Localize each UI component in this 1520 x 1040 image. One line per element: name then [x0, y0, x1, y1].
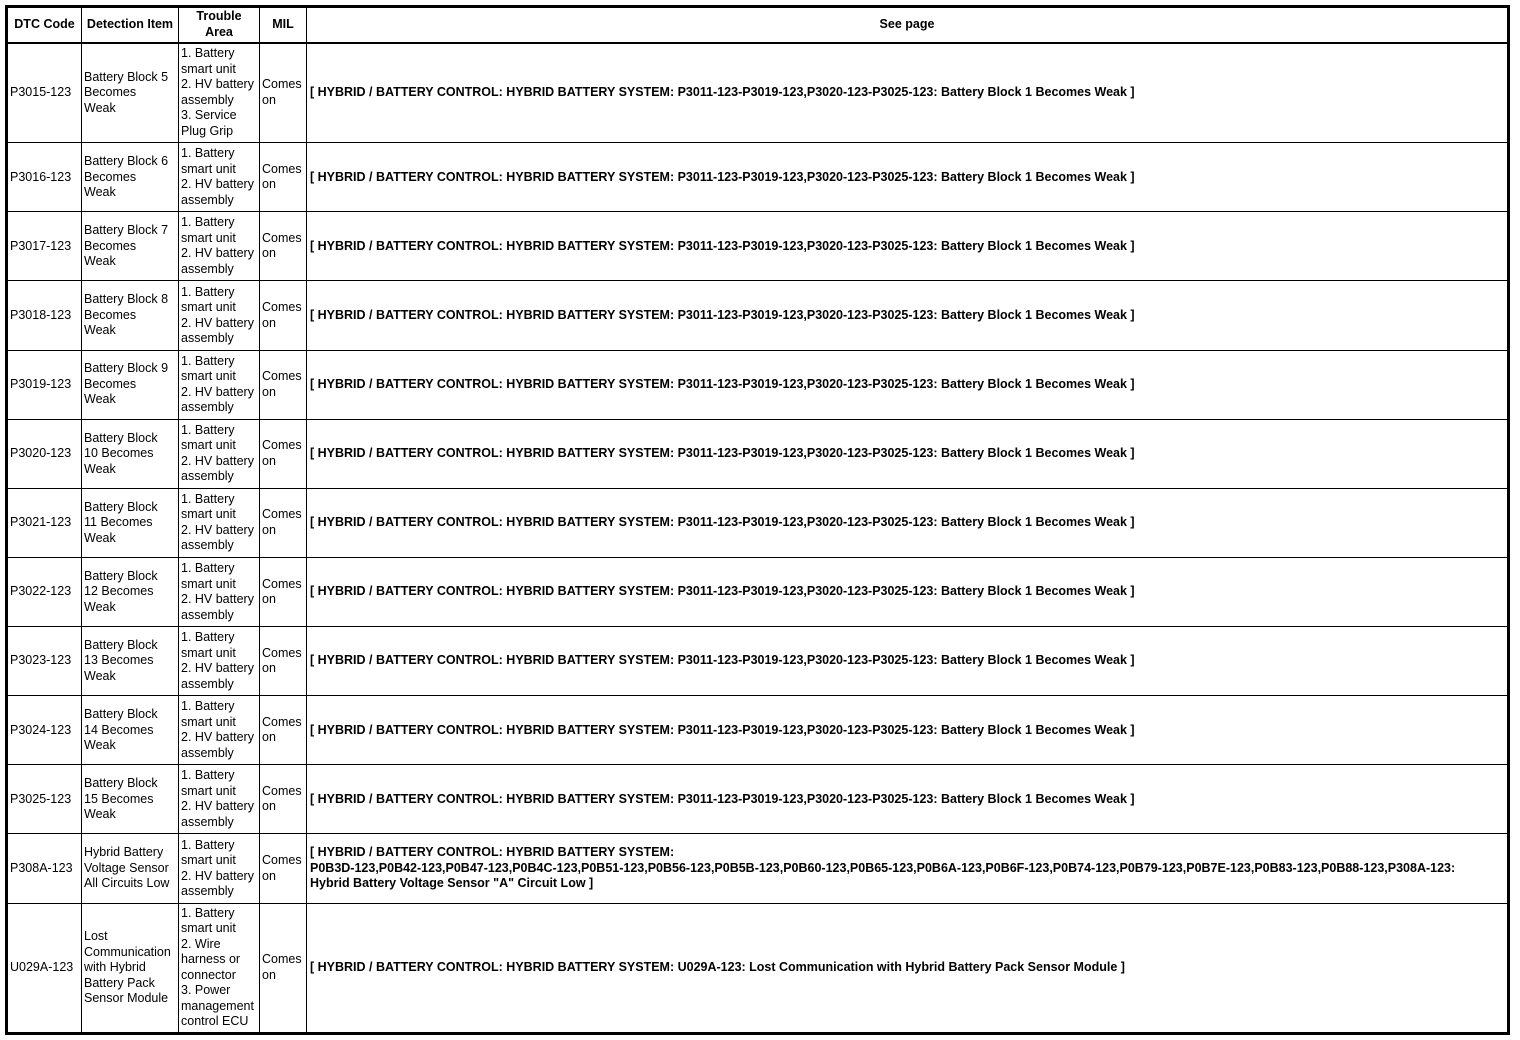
detection-item-line: 11 Becomes: [84, 515, 153, 530]
detection-item-cell: [82, 696, 179, 765]
see-page-link: [ HYBRID / BATTERY CONTROL: HYBRID BATTERY SYSTEM: P3011-123-P3019-123,P3020-123-P3025-123: Battery Block 1 Becomes Weak ]: [310, 238, 1135, 253]
table-row: [7, 557, 1509, 626]
table-row: [7, 281, 1509, 350]
detection-item-cell: [82, 765, 179, 834]
mil-line: on: [262, 730, 276, 745]
mil-line: on: [262, 967, 276, 982]
see-page-link: Hybrid Battery Voltage Sensor "A" Circuit Low ]: [310, 876, 594, 891]
detection-item-line: 14 Becomes: [84, 722, 154, 737]
mil-cell: [260, 488, 307, 557]
trouble-area-line: smart unit: [181, 714, 236, 729]
mil-cell: [260, 212, 307, 281]
trouble-area-cell: [179, 903, 260, 1033]
see-page-link: [ HYBRID / BATTERY CONTROL: HYBRID BATTERY SYSTEM: P3011-123-P3019-123,P3020-123-P3025-123: Battery Block 1 Becomes Weak ]: [310, 653, 1135, 668]
mil-cell: [260, 143, 307, 212]
trouble-area-line: 1. Battery: [181, 215, 235, 230]
see-page-cell: [307, 43, 1509, 143]
mil-line: Comes: [262, 714, 302, 729]
trouble-area-line: smart unit: [181, 369, 236, 384]
header-detection-item: Detection Item: [82, 7, 179, 43]
trouble-area-line: management: [181, 998, 254, 1013]
see-page-cell: [307, 627, 1509, 696]
see-page-link: [ HYBRID / BATTERY CONTROL: HYBRID BATTERY SYSTEM: U029A-123: Lost Communication with Hybrid Battery Pack Sensor Module ]: [310, 960, 1125, 975]
trouble-area-line: smart unit: [181, 783, 236, 798]
table-header: [7, 7, 1509, 43]
mil-line: Comes: [262, 300, 302, 314]
trouble-area-line: smart unit: [181, 230, 236, 245]
mil-line: Comes: [262, 230, 302, 245]
detection-item-line: Becomes: [84, 238, 137, 253]
trouble-area-line: 1. Battery: [181, 561, 235, 575]
trouble-area-line: 2. HV battery: [181, 730, 254, 745]
detection-item-line: Becomes: [84, 307, 137, 322]
mil-cell: [260, 834, 307, 903]
see-page-cell: [307, 419, 1509, 488]
detection-item-line: Sensor Module: [84, 991, 169, 1006]
trouble-area-line: assembly: [181, 331, 234, 345]
detection-item-line: Battery Block 8: [84, 292, 169, 307]
see-page-link: [ HYBRID / BATTERY CONTROL: HYBRID BATTERY SYSTEM: P3011-123-P3019-123,P3020-123-P3025-123: Battery Block 1 Becomes Weak ]: [310, 307, 1135, 322]
mil-line: Comes: [262, 853, 302, 867]
dtc-code-cell: P3020-123: [7, 419, 82, 488]
trouble-area-line: 2. Wire: [181, 936, 221, 951]
trouble-area-line: assembly: [181, 538, 234, 553]
trouble-area-line: smart unit: [181, 61, 236, 76]
trouble-area-line: assembly: [181, 607, 234, 622]
see-page-link: [ HYBRID / BATTERY CONTROL: HYBRID BATTERY SYSTEM: P3011-123-P3019-123,P3020-123-P3025-123: Battery Block 1 Becomes Weak ]: [310, 169, 1135, 184]
see-page-cell: [307, 834, 1509, 903]
table-row: [7, 419, 1509, 488]
detection-item-line: Weak: [84, 738, 116, 752]
detection-item-cell: [82, 419, 179, 488]
dtc-code-cell: P308A-123: [7, 834, 82, 903]
detection-item-line: Becomes: [84, 169, 137, 184]
see-page-cell: [307, 903, 1509, 1033]
trouble-area-line: 2. HV battery: [181, 315, 254, 330]
trouble-area-line: 1. Battery: [181, 837, 235, 852]
dtc-code-cell: P3016-123: [7, 143, 82, 212]
mil-line: on: [262, 661, 276, 676]
trouble-area-cell: [179, 696, 260, 765]
mil-line: on: [262, 592, 276, 606]
trouble-area-line: Plug Grip: [181, 123, 234, 138]
mil-cell: [260, 350, 307, 419]
detection-item-line: Battery Block: [84, 637, 158, 652]
trouble-area-cell: [179, 834, 260, 903]
see-page-link: [ HYBRID / BATTERY CONTROL: HYBRID BATTERY SYSTEM: P3011-123-P3019-123,P3020-123-P3025-123: Battery Block 1 Becomes Weak ]: [310, 722, 1135, 737]
table-row: [7, 834, 1509, 903]
mil-line: on: [262, 868, 276, 883]
trouble-area-line: 3. Power: [181, 983, 231, 998]
see-page-link: [ HYBRID / BATTERY CONTROL: HYBRID BATTERY SYSTEM: P3011-123-P3019-123,P3020-123-P3025-123: Battery Block 1 Becomes Weak ]: [310, 446, 1135, 460]
see-page-cell: [307, 143, 1509, 212]
header-trouble-area-line: Trouble: [196, 9, 242, 24]
trouble-area-line: assembly: [181, 261, 234, 276]
trouble-area-line: control ECU: [181, 1014, 249, 1029]
trouble-area-line: 1. Battery: [181, 768, 235, 783]
trouble-area-cell: [179, 765, 260, 834]
mil-line: Comes: [262, 77, 302, 92]
detection-item-line: Hybrid Battery: [84, 845, 164, 860]
detection-item-line: Weak: [84, 100, 116, 115]
detection-item-line: Becomes: [84, 376, 137, 391]
mil-line: on: [262, 453, 276, 468]
trouble-area-line: assembly: [181, 884, 234, 898]
detection-item-line: Weak: [84, 254, 116, 269]
mil-line: on: [262, 92, 276, 107]
trouble-area-line: assembly: [181, 745, 234, 760]
dtc-code-cell: U029A-123: [7, 903, 82, 1033]
mil-line: on: [262, 522, 276, 537]
detection-item-line: Becomes: [84, 85, 137, 100]
detection-item-line: Weak: [84, 323, 116, 338]
see-page-cell: [307, 281, 1509, 350]
mil-line: Comes: [262, 161, 302, 176]
see-page-cell: [307, 696, 1509, 765]
detection-item-line: Battery Block: [84, 707, 158, 721]
detection-item-line: Battery Block: [84, 776, 158, 791]
dtc-table: [5, 5, 1510, 1035]
detection-item-cell: [82, 43, 179, 143]
trouble-area-line: 1. Battery: [181, 630, 235, 645]
trouble-area-line: 3. Service: [181, 108, 237, 123]
trouble-area-line: 1. Battery: [181, 905, 235, 920]
trouble-area-line: 1. Battery: [181, 491, 235, 506]
trouble-area-line: assembly: [181, 192, 234, 207]
header-dtc-code: DTC Code: [7, 7, 82, 43]
mil-line: on: [262, 384, 276, 399]
detection-item-line: Voltage Sensor: [84, 860, 169, 875]
trouble-area-line: smart unit: [181, 645, 236, 660]
trouble-area-cell: [179, 627, 260, 696]
trouble-area-line: 2. HV battery: [181, 522, 254, 537]
table-row: [7, 143, 1509, 212]
see-page-link: P0B3D-123,P0B42-123,P0B47-123,P0B4C-123,P0B51-123,P0B56-123,P0B5B-123,P0B60-123,P0B65-123,P0B6A-123,P0B6F-123,P0B74-123,P0B79-123,P0B7E-123,P0B83-123,P0B88-123,P308A-123:: [310, 860, 1456, 875]
header-row: [7, 7, 1509, 43]
detection-item-cell: [82, 627, 179, 696]
see-page-cell: [307, 212, 1509, 281]
trouble-area-line: smart unit: [181, 161, 236, 176]
detection-item-cell: [82, 903, 179, 1033]
trouble-area-cell: [179, 281, 260, 350]
see-page-link: [ HYBRID / BATTERY CONTROL: HYBRID BATTERY SYSTEM: P3011-123-P3019-123,P3020-123-P3025-123: Battery Block 1 Becomes Weak ]: [310, 515, 1135, 530]
detection-item-line: Battery Block 6: [84, 154, 169, 168]
trouble-area-cell: [179, 557, 260, 626]
detection-item-cell: [82, 212, 179, 281]
detection-item-line: 13 Becomes: [84, 653, 154, 668]
mil-line: Comes: [262, 576, 302, 591]
detection-item-line: 15 Becomes: [84, 791, 154, 806]
trouble-area-line: assembly: [181, 814, 234, 829]
trouble-area-line: 2. HV battery: [181, 246, 254, 261]
see-page-cell: [307, 350, 1509, 419]
dtc-code-cell: P3018-123: [7, 281, 82, 350]
trouble-area-line: 1. Battery: [181, 146, 235, 161]
dtc-code-cell: P3023-123: [7, 627, 82, 696]
trouble-area-line: assembly: [181, 676, 234, 691]
detection-item-cell: [82, 143, 179, 212]
dtc-code-cell: P3022-123: [7, 557, 82, 626]
trouble-area-line: smart unit: [181, 576, 236, 591]
detection-item-line: Weak: [84, 599, 116, 614]
detection-item-cell: [82, 488, 179, 557]
detection-item-line: Weak: [84, 530, 116, 545]
mil-cell: [260, 43, 307, 143]
trouble-area-line: smart unit: [181, 438, 236, 453]
detection-item-line: Battery Pack: [84, 975, 155, 990]
see-page-cell: [307, 488, 1509, 557]
trouble-area-cell: [179, 488, 260, 557]
header-see-page: See page: [307, 7, 1509, 43]
header-mil: MIL: [260, 7, 307, 43]
detection-item-line: Lost: [84, 929, 108, 944]
header-trouble-area-line: Area: [205, 24, 233, 39]
detection-item-cell: [82, 834, 179, 903]
mil-cell: [260, 281, 307, 350]
detection-item-line: Battery Block 5: [84, 69, 169, 84]
dtc-code-cell: P3017-123: [7, 212, 82, 281]
header-trouble-area: [179, 7, 260, 43]
trouble-area-line: 1. Battery: [181, 353, 235, 368]
dtc-code-cell: P3015-123: [7, 43, 82, 143]
trouble-area-line: 1. Battery: [181, 699, 235, 714]
detection-item-line: All Circuits Low: [84, 876, 170, 891]
trouble-area-cell: [179, 350, 260, 419]
detection-item-cell: [82, 281, 179, 350]
table-row: [7, 627, 1509, 696]
see-page-cell: [307, 765, 1509, 834]
mil-line: on: [262, 246, 276, 261]
trouble-area-cell: [179, 212, 260, 281]
mil-line: Comes: [262, 645, 302, 660]
table-row: [7, 903, 1509, 1033]
trouble-area-line: assembly: [181, 400, 234, 415]
trouble-area-line: smart unit: [181, 853, 236, 867]
see-page-link: [ HYBRID / BATTERY CONTROL: HYBRID BATTERY SYSTEM: P3011-123-P3019-123,P3020-123-P3025-123: Battery Block 1 Becomes Weak ]: [310, 376, 1135, 391]
table-row: [7, 212, 1509, 281]
detection-item-line: Weak: [84, 185, 116, 199]
dtc-code-cell: P3024-123: [7, 696, 82, 765]
detection-item-line: 10 Becomes: [84, 446, 154, 460]
detection-item-line: 12 Becomes: [84, 584, 154, 599]
detection-item-cell: [82, 557, 179, 626]
mil-line: Comes: [262, 952, 302, 967]
trouble-area-line: smart unit: [181, 300, 236, 314]
detection-item-line: Battery Block: [84, 499, 158, 514]
table-row: [7, 696, 1509, 765]
detection-item-line: Weak: [84, 668, 116, 683]
mil-line: on: [262, 799, 276, 814]
trouble-area-line: 2. HV battery: [181, 177, 254, 192]
trouble-area-cell: [179, 43, 260, 143]
trouble-area-line: 1. Battery: [181, 422, 235, 437]
trouble-area-line: 2. HV battery: [181, 77, 254, 92]
see-page-link: [ HYBRID / BATTERY CONTROL: HYBRID BATTERY SYSTEM:: [310, 845, 675, 860]
detection-item-line: Communication: [84, 944, 171, 959]
see-page-link: [ HYBRID / BATTERY CONTROL: HYBRID BATTERY SYSTEM: P3011-123-P3019-123,P3020-123-P3025-123: Battery Block 1 Becomes Weak ]: [310, 85, 1135, 100]
mil-line: Comes: [262, 783, 302, 798]
trouble-area-line: connector: [181, 967, 236, 982]
detection-item-line: Battery Block 9: [84, 361, 169, 376]
mil-line: on: [262, 315, 276, 330]
table-row: [7, 488, 1509, 557]
mil-line: Comes: [262, 369, 302, 384]
mil-cell: [260, 696, 307, 765]
trouble-area-line: smart unit: [181, 921, 236, 936]
trouble-area-line: smart unit: [181, 507, 236, 522]
trouble-area-line: assembly: [181, 469, 234, 484]
mil-line: Comes: [262, 507, 302, 522]
trouble-area-line: harness or: [181, 952, 241, 967]
see-page-link: [ HYBRID / BATTERY CONTROL: HYBRID BATTERY SYSTEM: P3011-123-P3019-123,P3020-123-P3025-123: Battery Block 1 Becomes Weak ]: [310, 584, 1135, 599]
trouble-area-line: 2. HV battery: [181, 799, 254, 814]
mil-cell: [260, 557, 307, 626]
see-page-link: [ HYBRID / BATTERY CONTROL: HYBRID BATTERY SYSTEM: P3011-123-P3019-123,P3020-123-P3025-123: Battery Block 1 Becomes Weak ]: [310, 791, 1135, 806]
mil-line: on: [262, 177, 276, 192]
detection-item-cell: [82, 350, 179, 419]
detection-item-line: Battery Block 7: [84, 223, 169, 238]
trouble-area-cell: [179, 419, 260, 488]
trouble-area-line: 1. Battery: [181, 46, 235, 61]
dtc-code-cell: P3019-123: [7, 350, 82, 419]
trouble-area-line: 1. Battery: [181, 284, 235, 299]
mil-cell: [260, 627, 307, 696]
trouble-area-line: 2. HV battery: [181, 868, 254, 883]
mil-cell: [260, 419, 307, 488]
mil-cell: [260, 903, 307, 1033]
table-body: [7, 43, 1509, 1034]
mil-line: Comes: [262, 438, 302, 453]
see-page-cell: [307, 557, 1509, 626]
mil-cell: [260, 765, 307, 834]
detection-item-line: Weak: [84, 461, 116, 476]
table-row: [7, 765, 1509, 834]
trouble-area-line: 2. HV battery: [181, 384, 254, 399]
detection-item-line: Battery Block: [84, 430, 158, 445]
trouble-area-cell: [179, 143, 260, 212]
detection-item-line: Weak: [84, 807, 116, 822]
trouble-area-line: assembly: [181, 92, 234, 107]
table-row: [7, 350, 1509, 419]
detection-item-line: Weak: [84, 392, 116, 407]
trouble-area-line: 2. HV battery: [181, 592, 254, 606]
trouble-area-line: 2. HV battery: [181, 661, 254, 676]
detection-item-line: Battery Block: [84, 568, 158, 583]
trouble-area-line: 2. HV battery: [181, 453, 254, 468]
dtc-code-cell: P3025-123: [7, 765, 82, 834]
detection-item-line: with Hybrid: [84, 960, 146, 975]
table-row: [7, 43, 1509, 143]
dtc-code-cell: P3021-123: [7, 488, 82, 557]
